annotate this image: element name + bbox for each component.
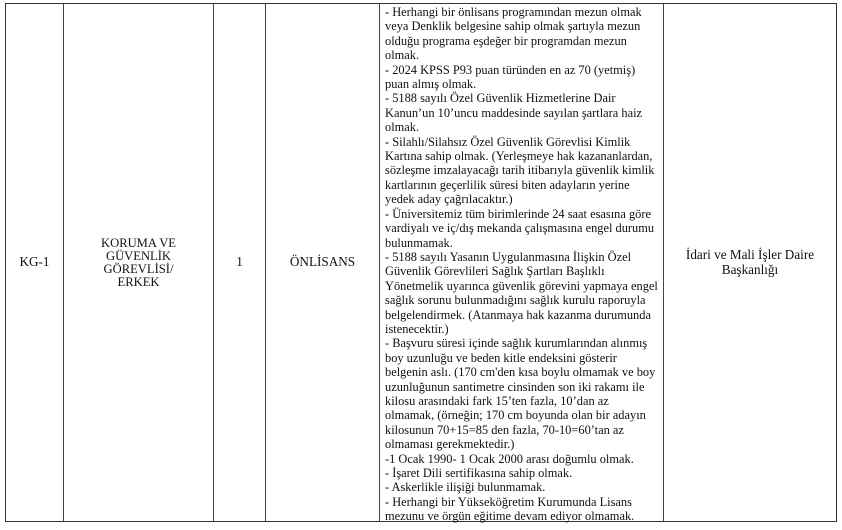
education-level: ÖNLİSANS — [289, 254, 356, 270]
requirement-item: - 2024 KPSS P93 puan türünden en az 70 (yetmiş) puan almış olmak. — [385, 62, 636, 92]
responsible-unit: İdari ve Mali İşler Daire Başkanlığı — [685, 247, 815, 277]
count-cell — [214, 4, 266, 521]
requirement-item: - İşaret Dili sertifikasına sahip olmak. — [385, 466, 573, 480]
unit-cell — [664, 4, 836, 521]
requirement-item: - Silahlı/Silahsız Özel Güvenlik Görevlisi Kimlik Kartına sahip olmak. (Yerleşmeye hak kazananlardan, sözleşme imzalayacağı tarih itibarıyla güvenlik kimlik kartlarının geçerlilik süresi biten adayların yerine yedek aday çağrılacaktır.) — [385, 134, 655, 207]
requirement-item: - 5188 sayılı Özel Güvenlik Hizmetlerine Dair Kanun’un 10’uncu maddesinde sayılan şartlara haiz olmak. — [385, 91, 643, 135]
requirements-cell — [380, 4, 664, 524]
code-cell — [6, 4, 64, 521]
requirement-item: - Herhangi bir Yükseköğretim Kurumunda Lisans mezunu ve örgün eğitime devam ediyor olmamak. — [385, 494, 635, 524]
position-title: KORUMA VE GÜVENLİK GÖREVLİSİ/ ERKEK — [101, 235, 176, 289]
requirement-item: - Başvuru süresi içinde sağlık kurumlarından alınmış boy uzunluğu ve beden kitle endeksini gösterir belgenin aslı. (170 cm'den kısa boylu olmamak ve boy uzunluğunun santimetre cinsinden son iki rakamı ile kilosu arasındaki fark 15’ten fazla, 10’dan az olmamak, (örneğin; 170 cm boyunda olan bir adayın kilosunun 70+15=85 den fazla, 70-10=60’tan az olmaması gerekmektedir.) — [385, 336, 656, 452]
requirement-item: - 5188 sayılı Yasanın Uygulanmasına İlişkin Özel Güvenlik Görevlileri Sağlık Şartları Başlıklı Yönetmelik uyarınca güvenlik görevini yapmaya engel sağlık sorunu bulunmadığını sağlık kurulu raporuyla belgelendirmek. (Atanmaya hak kazanma durumunda istenecektir.) — [385, 249, 658, 336]
requirement-item: - Herhangi bir önlisans programından mezun olmak veya Denklik belgesine sahip olmak şartıyla mezun olduğu programa eşdeğer bir programdan mezun olmak. — [385, 5, 642, 63]
requirements-list — [380, 4, 663, 524]
requirement-item: - Üniversitemiz tüm birimlerinde 24 saat esasına göre vardiyalı ve iç/dış mekanda çalışmasına engel durumu bulunmamak. — [385, 206, 655, 250]
position-code: KG-1 — [19, 254, 50, 270]
education-cell — [266, 4, 380, 521]
requirement-item: - Askerlikle ilişiği bulunmamak. — [385, 480, 546, 495]
requirement-item: -1 Ocak 1990- 1 Ocak 2000 arası doğumlu olmak. — [385, 451, 634, 466]
job-requirements-table — [5, 3, 837, 522]
position-count: 1 — [236, 254, 243, 270]
position-cell — [64, 4, 214, 521]
